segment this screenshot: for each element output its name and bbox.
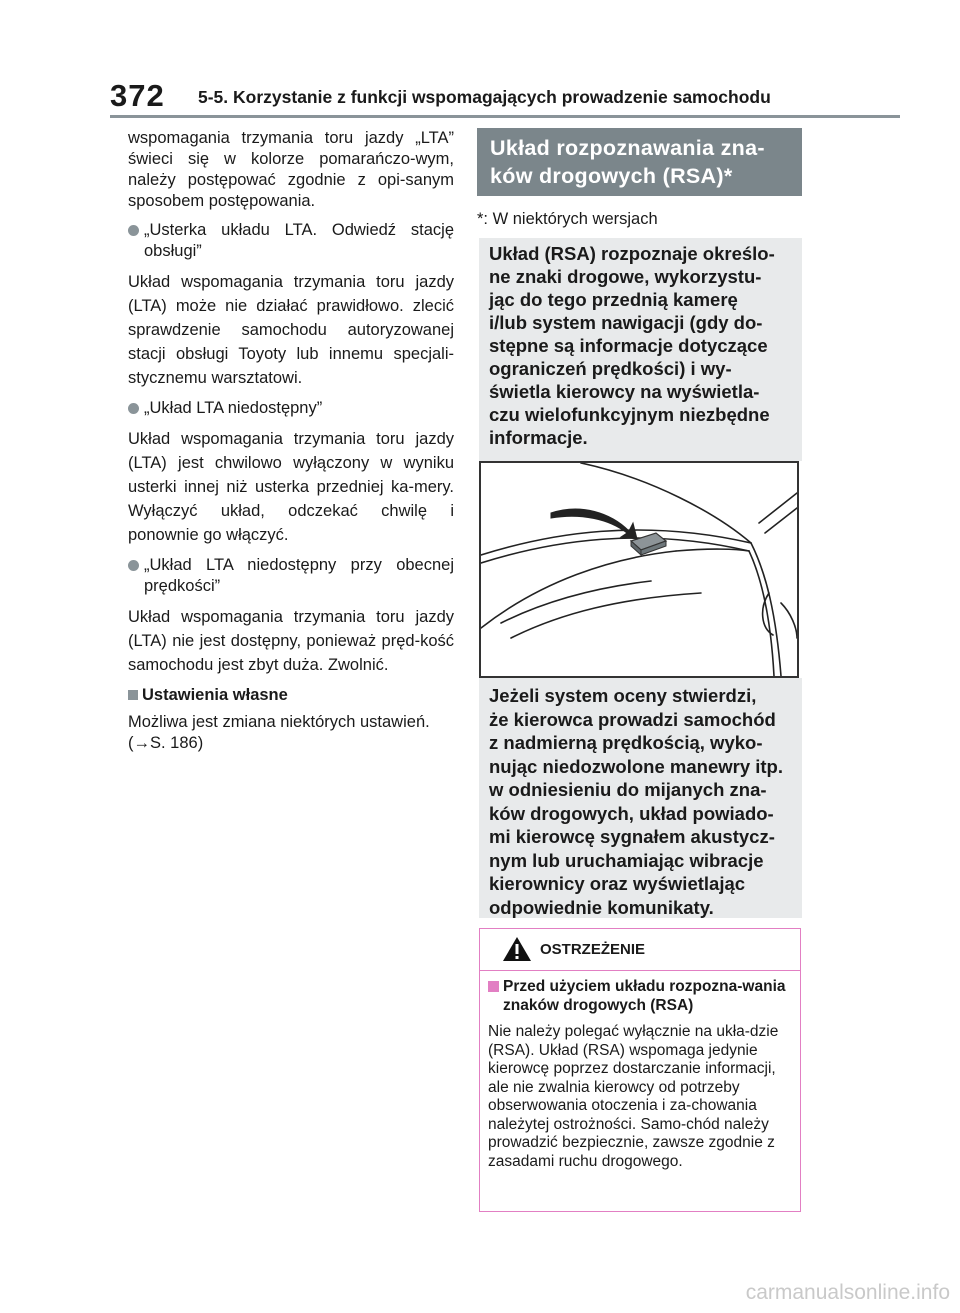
settings-text: Możliwa jest zmiana niektórych ustawień. <box>128 713 430 731</box>
settings-heading <box>128 685 454 706</box>
bullet-item-1-title: „Usterka układu LTA. Odwiedź stację obsługi” <box>144 221 454 260</box>
header-rule <box>110 115 900 118</box>
square-bullet-icon <box>488 981 499 992</box>
watermark: carmanualsonline.info <box>745 1281 950 1304</box>
section-heading-line-1: Układ rozpoznawania zna- <box>490 136 765 160</box>
pointer-arrow-icon <box>551 509 637 539</box>
info-box-warning-behavior-text: Jeżeli system oceny stwierdzi, że kierowca prowadzi samochód z nadmierną prędkością, wyko- nując niedozwolone manewry itp. w odniesieniu do mijanych zna- ków drogowych, układ powiado- mi kierowcę sygnałem akustycz- nym lub uruchamiając wibracje kierownicy oraz wyświetlając odpowiednie komunikaty. <box>489 685 783 918</box>
bullet-item-3-title: „Układ LTA niedostępny przy obecnej prędkości” <box>144 556 454 595</box>
info-box-warning-behavior <box>479 678 802 918</box>
bullet-item-3 <box>128 555 454 597</box>
windshield-camera-illustration <box>479 461 799 678</box>
info-box-description <box>479 238 802 461</box>
footnote: *: W niektórych wersjach <box>477 210 658 228</box>
left-column <box>128 128 454 754</box>
warning-text: Nie należy polegać wyłącznie na ukła-dzie (RSA). Układ (RSA) wspomaga jedynie kierowcę poprzez dostarczanie informacji, ale nie zwalnia kierowcy od potrzeby obserwowania otoczenia i za-chowania należytej ostrożności. Samo-chód należy prowadzić bezpiecznie, zawsze zgodnie z zasadami ruchu drogowego. <box>488 1023 779 1170</box>
section-heading-line-2: ków drogowych (RSA)* <box>490 164 733 188</box>
bullet-dot-icon <box>128 560 139 571</box>
bullet-item-2 <box>128 398 454 419</box>
item-2-text: Układ wspomagania trzymania toru jazdy (LTA) jest chwilowo wyłączony w wyniku usterki innej niż usterka przedniej ka-mery. Wyłączyć układ, odczekać chwilę i ponownie go włączyć. <box>128 430 454 544</box>
warning-triangle-icon <box>502 936 532 962</box>
section-heading-box <box>477 128 802 196</box>
item-1-text: Układ wspomagania trzymania toru jazdy (LTA) może nie działać prawidłowo. zlecić sprawdzenie samochodu autoryzowanej stacji obsługi Toyoty lub innemu specjali-stycznemu warsztatowi. <box>128 273 454 387</box>
page-header <box>110 78 900 118</box>
warning-title: OSTRZEŻENIE <box>540 941 646 958</box>
warning-subheading-label: Przed użyciem układu rozpozna-wania znaków drogowych (RSA) <box>503 978 786 1014</box>
car-interior-drawing <box>481 463 797 676</box>
bullet-item-1 <box>128 220 454 262</box>
intro-paragraph: wspomagania trzymania toru jazdy „LTA” świeci się w kolorze pomarańczo-wym, należy postępować zgodnie z opi-sanym sposobem postępowania. <box>128 129 454 210</box>
page-number: 372 <box>110 78 165 113</box>
settings-page-ref: (→S. 186) <box>128 734 204 752</box>
bullet-dot-icon <box>128 225 139 236</box>
info-box-description-text: Układ (RSA) rozpoznaje określo- ne znaki drogowe, wykorzystu- jąc do tego przednią kamerę i/lub system nawigacji (gdy do- stępne są informacje dotyczące ograniczeń prędkości) i wy- świetla kierowcy na wyświetla- czu wielofunkcyjnym niezbędne informacje. <box>489 243 775 448</box>
item-3-text: Układ wspomagania trzymania toru jazdy (LTA) nie jest dostępny, ponieważ pręd-kość samochodu jest zbyt duża. Zwolnić. <box>128 608 454 674</box>
bullet-item-2-title: „Układ LTA niedostępny” <box>144 399 323 417</box>
settings-paragraph <box>128 712 454 754</box>
section-title: 5-5. Korzystanie z funkcji wspomagających prowadzenie samochodu <box>198 87 771 107</box>
warning-box <box>479 928 801 1212</box>
warning-subheading <box>488 977 803 1015</box>
square-bullet-icon <box>128 690 138 700</box>
warning-header <box>480 929 800 971</box>
bullet-dot-icon <box>128 403 139 414</box>
settings-heading-label: Ustawienia własne <box>142 686 288 704</box>
